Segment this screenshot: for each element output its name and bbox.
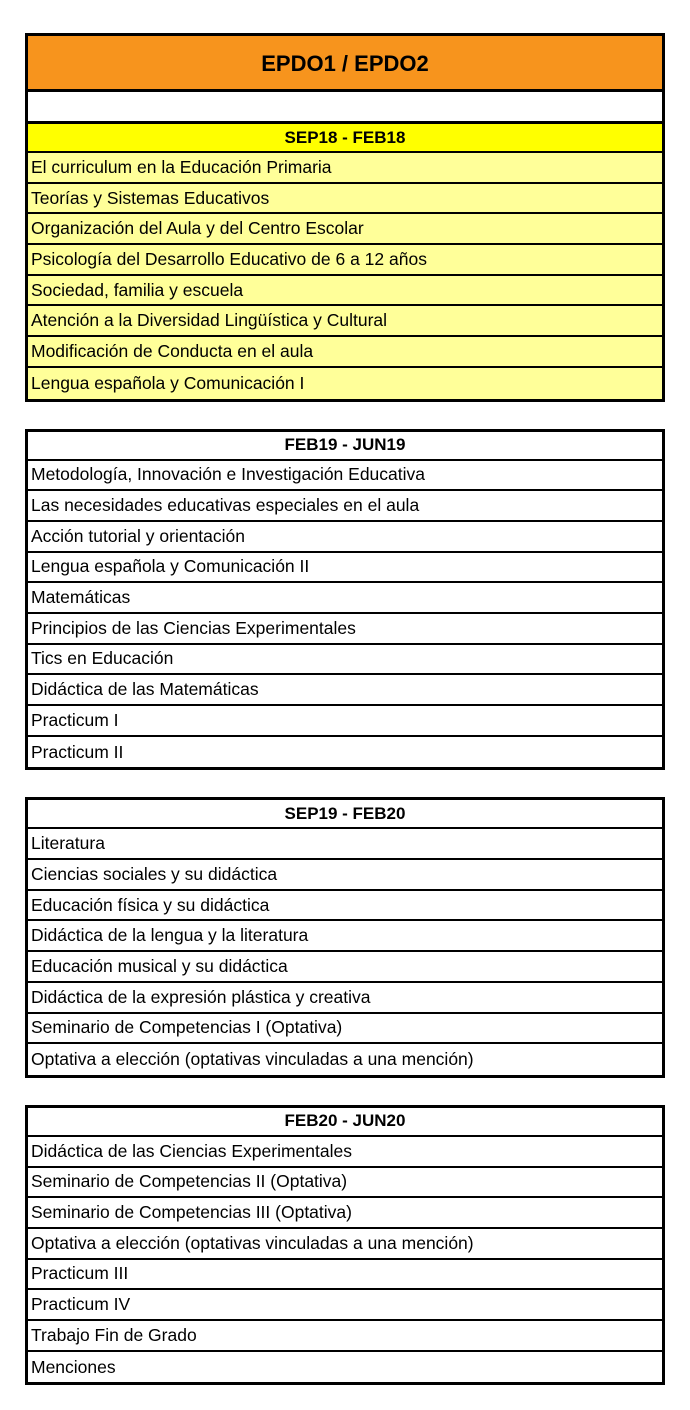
period-header: FEB19 - JUN19 [28,432,662,461]
block-gap [25,1078,665,1105]
subject-row: Optativa a elección (optativas vinculadas a una mención) [31,1049,474,1070]
subject-row: Tics en Educación [28,645,662,676]
subject-row: Seminario de Competencias II (Optativa) [28,1168,662,1199]
subject-row: Literatura [28,829,662,860]
subject-row: El curriculum en la Educación Primaria [28,153,662,184]
subject-row: Sociedad, familia y escuela [28,276,662,307]
subject-row: Matemáticas [28,583,662,614]
subject-row: Lengua española y Comunicación I [28,368,662,399]
block-gap [25,770,665,797]
subject-row: Didáctica de las Matemáticas [28,675,662,706]
subject-row: Educación física y su didáctica [28,891,662,922]
subject-row: Trabajo Fin de Grado [28,1321,662,1352]
period-block-1 [25,121,665,402]
schedule-sheet [25,33,665,1385]
page-title: EPDO1 / EPDO2 [25,33,665,92]
period-block-4 [25,1105,665,1386]
subject-row: Practicum I [28,706,662,737]
subject-row: Principios de las Ciencias Experimentales [28,614,662,645]
subject-row: Educación musical y su didáctica [28,952,662,983]
subject-row: Modificación de Conducta en el aula [28,337,662,368]
subject-row: Metodología, Innovación e Investigación Educativa [28,461,662,492]
subject-row: Atención a la Diversidad Lingüística y Cultural [28,306,662,337]
subject-row: Menciones [31,1356,116,1377]
period-block-3 [25,797,665,1078]
subject-row: Acción tutorial y orientación [28,522,662,553]
subject-row: Practicum III [28,1260,662,1291]
subject-row: Organización del Aula y del Centro Escolar [28,214,662,245]
period-header: SEP18 - FEB18 [28,124,662,153]
subject-row: Seminario de Competencias III (Optativa) [28,1198,662,1229]
subject-row: Practicum IV [28,1290,662,1321]
title-spacer [25,92,665,121]
period-block-2 [25,429,665,771]
subject-row: Lengua española y Comunicación II [28,553,662,584]
subject-row: Psicología del Desarrollo Educativo de 6 a 12 años [28,245,662,276]
subject-row: Didáctica de las Ciencias Experimentales [28,1137,662,1168]
subject-row: Didáctica de la expresión plástica y creativa [28,983,662,1014]
subject-row: Las necesidades educativas especiales en el aula [28,491,662,522]
subject-row: Didáctica de la lengua y la literatura [28,921,662,952]
subject-row: Seminario de Competencias I (Optativa) [28,1014,662,1045]
subject-row: Teorías y Sistemas Educativos [28,184,662,215]
period-header: SEP19 - FEB20 [28,800,662,829]
subject-row: Practicum II [31,741,124,762]
subject-row: Optativa a elección (optativas vinculadas a una mención) [28,1229,662,1260]
block-gap [25,402,665,429]
subject-row: Ciencias sociales y su didáctica [28,860,662,891]
period-header: FEB20 - JUN20 [28,1108,662,1137]
